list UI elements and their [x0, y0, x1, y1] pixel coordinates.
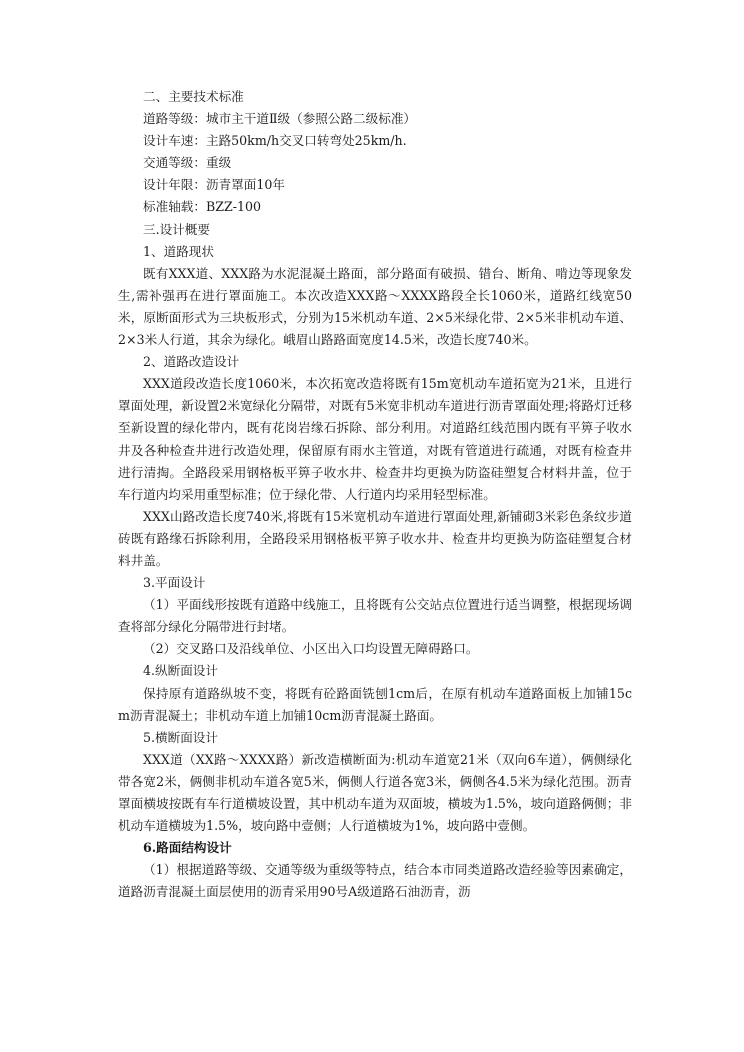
section-2-paragraph-1: XXX道段改造长度1060米，本次拓宽改造将既有15m宽机动车道拓宽为21米，且进行罩面处理，新设置2米宽绿化分隔带，对既有5米宽非机动车道进行沥青罩面处理;将路灯迁移至新设置的绿化带内，既有花岗岩缘石拆除、部分利用。对道路红线范围内既有平箅子收水井及各种检查井进行改造处理，保留原有雨水主管道，对既有管道进行疏通，对既有检查井进行清掏。全路段采用钢格板平箅子收水井、检查井均更换为防盗硅塑复合材料井盖，位于车行道内均采用重型标准；位于绿化带、人行道内均采用轻型标准。: [118, 376, 632, 502]
section-4-title: 4.纵断面设计: [143, 663, 218, 679]
section-5-paragraph: XXX道（XX路～XXXX路）新改造横断面为:机动车道宽21米（双向6车道），俩侧绿化带各宽2米，俩侧非机动车道各宽5米，俩侧人行道各宽3米，俩侧各4.5米为绿化范围。沥青罩面横坡按既有车行道横坡设置，其中机动车道为双面坡，横坡为1.5%，坡向道路俩侧；非机动车道横坡为1.5%，坡向路中壹侧；人行道横坡为1%，坡向路中壹侧。: [118, 751, 632, 834]
section-2-title: 2、道路改造设计: [143, 354, 240, 370]
traffic-grade-line: 交通等级：重级: [143, 155, 232, 171]
section-1-title: 1、道路现状: [143, 243, 214, 259]
section-4-paragraph: 保持原有道路纵坡不变，将既有砼路面铣刨1cm后，在原有机动车道路面板上加铺15cm沥青混凝土；非机动车道上加铺10cm沥青混凝土路面。: [118, 685, 632, 723]
design-speed-line: 设计车速：主路50km/h交叉口转弯处25km/h.: [143, 133, 407, 149]
heading-design-overview: 三.设计概要: [143, 221, 210, 237]
section-5-title: 5.横断面设计: [143, 729, 218, 745]
road-grade-line: 道路等级：城市主干道Ⅱ级（参照公路二级标准）: [143, 111, 417, 127]
section-6-title: 6.路面结构设计: [143, 840, 232, 856]
section-1-paragraph: 既有XXX道、XXX路为水泥混凝土路面，部分路面有破损、错台、断角、啃边等现象发生,需补强再在进行罩面施工。本次改造XXX路～XXXX路段全长1060米，道路红线宽50米，原断面形式为三块板形式，分别为15米机动车道、2×5米绿化带、2×5米非机动车道、2×3米人行道，其余为绿化。峨眉山路路面宽度14.5米，改造长度740米。: [118, 265, 632, 348]
section-3-title: 3.平面设计: [143, 575, 206, 591]
document-body: [118, 86, 632, 903]
design-life-line: 设计年限：沥青罩面10年: [143, 177, 285, 193]
section-6-paragraph: （1）根据道路等级、交通等级为重级等特点，结合本市同类道路改造经验等因素确定，道路沥青混凝土面层使用的沥青采用90号A级道路石油沥青，沥: [118, 862, 632, 900]
section-3-item-1: （1）平面线形按既有道路中线施工，且将既有公交站点位置进行适当调整，根据现场调查将部分绿化分隔带进行封堵。: [118, 597, 632, 635]
heading-technical-standards: 二、主要技术标准: [143, 89, 244, 104]
section-2-paragraph-2: XXX山路改造长度740米,将既有15米宽机动车道进行罩面处理,新铺砌3米彩色条纹步道砖既有路缘石拆除利用，全路段采用钢格板平箅子收水井、检查井均更换为防盗硅塑复合材料井盖。: [118, 508, 632, 568]
section-3-item-2: （2）交叉路口及沿线单位、小区出入口均设置无障碍路口。: [143, 641, 479, 657]
axle-load-line: 标准轴载：BZZ-100: [143, 199, 262, 215]
